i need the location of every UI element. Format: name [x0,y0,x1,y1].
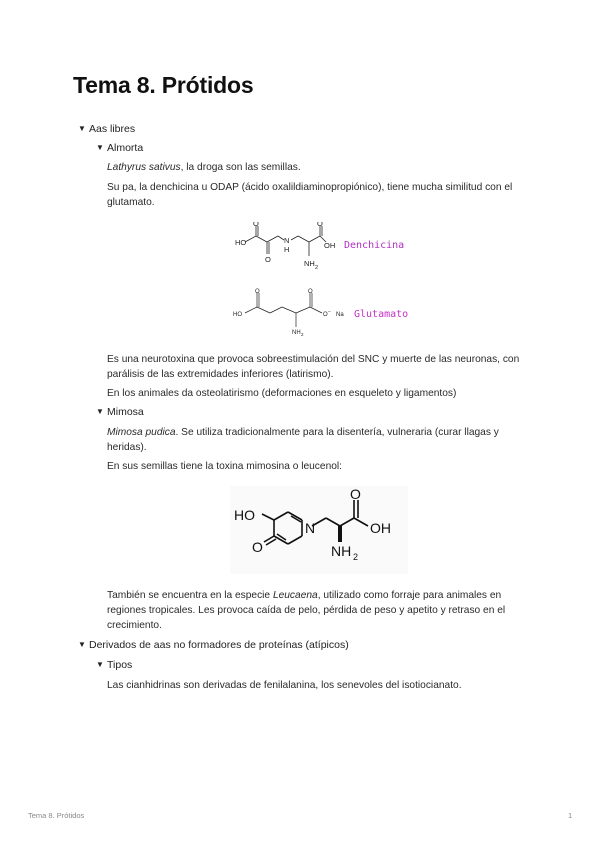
atom-label: O [323,312,328,318]
denchicina-label: Denchicina [344,240,405,251]
toggle-label: Derivados de aas no formadores de proteínas (atípicos) [89,639,349,651]
atom-label: O [265,255,271,264]
toggle-label: Mimosa [107,406,144,418]
atom-label: NH [331,543,352,559]
glutamato-label: Glutamato [354,309,409,320]
atom-label: HO [233,312,242,318]
paragraph-almorta-3: Es una neurotoxina que provoca sobreestimulación del SNC y muerte de las neuronas, con parálisis de las extremidades inferiores (latirismo). [107,354,520,380]
atom-subscript: 2 [301,332,304,337]
paragraph-almorta-4: En los animales da osteolatirismo (deformaciones en esqueleto y ligamentos) [107,388,457,399]
atom-label: Na [336,312,344,318]
toggle-triangle-icon[interactable]: ▼ [78,124,86,133]
atom-label: O [253,222,259,228]
atom-subscript: 2 [353,552,359,562]
toggle-aas-libres[interactable] [78,122,135,136]
atom-label: O [252,539,263,555]
wedge-bond [338,526,342,542]
toggle-label: Aas libres [89,123,136,135]
atom-label: O [308,289,313,295]
atom-label: NH [304,259,315,268]
atom-label: OH [324,241,336,250]
denchicina-structure [232,222,342,270]
paragraph-tipos-1: Las cianhidrinas son derivadas de fenilalanina, los senevoles del isotiocianato. [107,680,462,691]
paragraph-mimosa-2: En sus semillas tiene la toxina mimosina o leucenol: [107,461,342,472]
paragraph-mimosa-3: También se encuentra en la especie Leucaena, utilizado como forraje para animales en regiones tropicales. Les provoca caída de pelo, pérdida de peso y apetito y retraso en el crecimiento. [107,590,506,631]
page-title: Tema 8. Prótidos [73,72,254,98]
atom-label: OH [370,520,391,536]
atom-label: HO [234,507,255,523]
toggle-triangle-icon[interactable]: ▼ [96,660,104,669]
atom-label: O [317,222,323,228]
paragraph-almorta-1: Lathyrus sativus, la droga son las semillas. [107,162,301,173]
atom-label: O [255,289,260,295]
toggle-triangle-icon[interactable]: ▼ [96,143,104,152]
charge-label: − [328,309,331,315]
atom-label: NH [292,330,301,336]
atom-label: N [305,520,316,536]
toggle-label: Tipos [107,659,133,671]
toggle-tipos[interactable] [96,658,132,672]
toggle-mimosa[interactable] [96,405,144,419]
footer-title: Tema 8. Prótidos [28,811,85,820]
footer-page-number: 1 [568,811,573,820]
toggle-triangle-icon[interactable]: ▼ [96,407,104,416]
scientific-name: Mimosa pudica [107,427,176,438]
atom-label: O [350,486,361,502]
mimosina-structure [230,486,408,574]
toggle-almorta[interactable] [96,141,143,155]
toggle-label: Almorta [107,142,144,154]
glutamato-structure [230,285,350,337]
atom-label: N [284,236,290,245]
atom-subscript: 2 [315,265,319,270]
scientific-name: Lathyrus sativus [107,162,181,173]
toggle-derivados[interactable] [78,638,349,652]
paragraph-almorta-2: Su pa, la denchicina u ODAP (ácido oxalildiaminopropiónico), tiene mucha similitud con el glutamato. [107,182,513,208]
paragraph-mimosa-1: Mimosa pudica. Se utiliza tradicionalmente para la disentería, vulneraria (curar llagas y heridas). [107,427,499,453]
atom-label: HO [235,238,247,247]
scientific-name: Leucaena [272,590,318,601]
atom-label: H [284,245,290,254]
toggle-triangle-icon[interactable]: ▼ [78,640,86,649]
